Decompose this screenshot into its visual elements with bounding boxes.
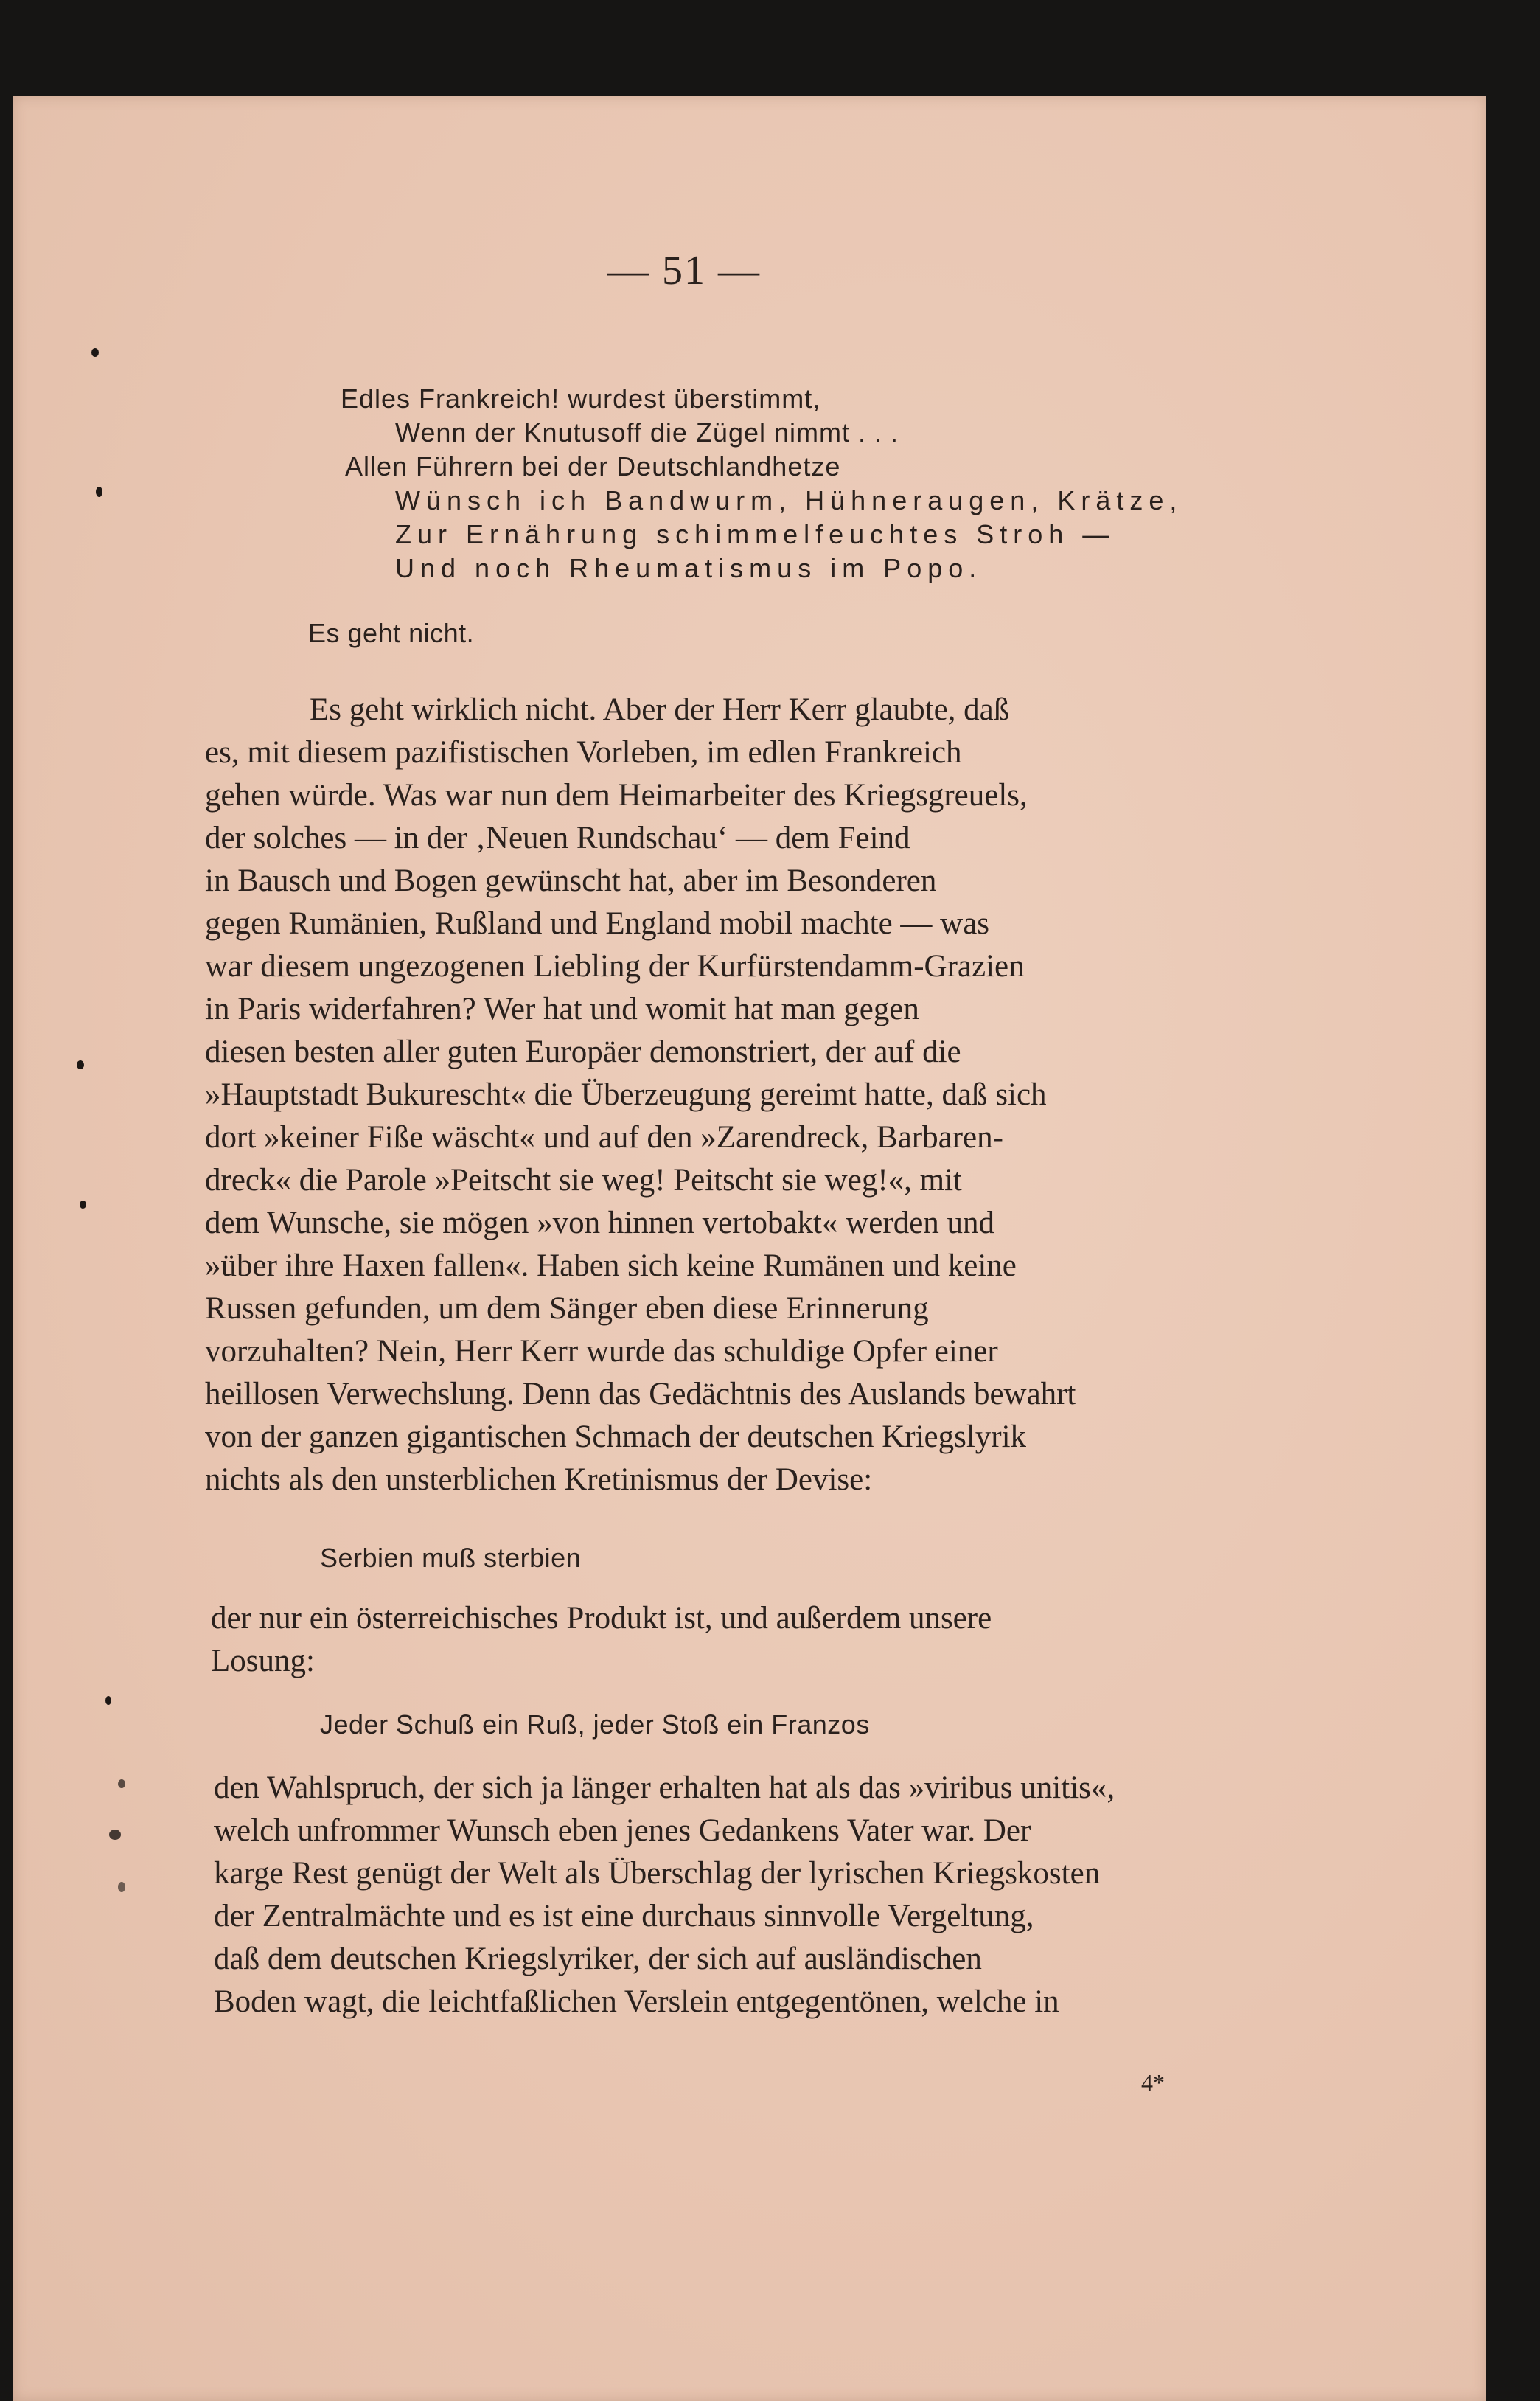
quote-jeder-schuss: Jeder Schuß ein Ruß, jeder Stoß ein Franzos (320, 1709, 870, 1740)
ink-speck (109, 1830, 121, 1840)
text-line: nichts als den unsterblichen Kretinismus der Devise: (205, 1462, 873, 1497)
text-line: dort »keiner Fiße wäscht« und auf den »Zarendreck, Barbaren- (205, 1120, 1003, 1155)
text-line: dreck« die Parole »Peitscht sie weg! Peitscht sie weg!«, mit (205, 1163, 962, 1198)
text-line: Es geht wirklich nicht. Aber der Herr Kerr glaubte, daß (310, 692, 1010, 727)
text-line: gegen Rumänien, Rußland und England mobil machte — was (205, 906, 990, 941)
text-line: vorzuhalten? Nein, Herr Kerr wurde das schuldige Opfer einer (205, 1334, 998, 1369)
text-line: Losung: (211, 1644, 315, 1678)
ink-speck (77, 1060, 84, 1069)
text-line: in Bausch und Bogen gewünscht hat, aber im Besonderen (205, 864, 937, 898)
verse-line: Edles Frankreich! wurdest überstimmt, (341, 383, 821, 414)
ink-speck (96, 487, 102, 497)
ink-speck (118, 1882, 125, 1892)
text-line: Russen gefunden, um dem Sänger eben diese Erinnerung (205, 1291, 929, 1326)
verse-line: Wünsch ich Bandwurm, Hühneraugen, Krätze, (395, 485, 1183, 515)
text-line: war diesem ungezogenen Liebling der Kurfürstendamm-Grazien (205, 949, 1025, 984)
text-line: der nur ein österreichisches Produkt ist, und außerdem unsere (211, 1601, 992, 1636)
text-line: diesen besten aller guten Europäer demonstriert, der auf die (205, 1035, 961, 1069)
ink-speck (118, 1779, 125, 1788)
text-line: es, mit diesem pazifistischen Vorleben, im edlen Frankreich (205, 735, 962, 770)
ink-speck (105, 1696, 111, 1705)
text-line: der Zentralmächte und es ist eine durchaus sinnvolle Vergeltung, (214, 1899, 1034, 1933)
signature-mark: 4* (1141, 2069, 1165, 2096)
ink-speck (91, 348, 99, 357)
text-line: daß dem deutschen Kriegslyriker, der sich auf ausländischen (214, 1942, 982, 1976)
text-line: dem Wunsche, sie mögen »von hinnen vertobakt« werden und (205, 1206, 995, 1240)
quote-serbien: Serbien muß sterbien (320, 1543, 582, 1573)
page-number: — 51 — (607, 248, 761, 293)
verse-line: Allen Führern bei der Deutschlandhetze (345, 451, 841, 482)
text-line: der solches — in der ‚Neuen Rundschau‘ — dem Feind (205, 821, 910, 855)
text-line: »über ihre Haxen fallen«. Haben sich keine Rumänen und keine (205, 1248, 1017, 1283)
text-line: von der ganzen gigantischen Schmach der deutschen Kriegslyrik (205, 1420, 1027, 1454)
text-line: in Paris widerfahren? Wer hat und womit hat man gegen (205, 992, 919, 1026)
text-line: welch unfrommer Wunsch eben jenes Gedankens Vater war. Der (214, 1813, 1031, 1848)
text-line: den Wahlspruch, der sich ja länger erhalten hat als das »viribus unitis«, (214, 1771, 1115, 1805)
text-line: Boden wagt, die leichtfaßlichen Verslein entgegentönen, welche in (214, 1984, 1059, 2019)
short-line: Es geht nicht. (308, 618, 475, 648)
text-line: »Hauptstadt Bukurescht« die Überzeugung gereimt hatte, daß sich (205, 1077, 1047, 1112)
verse-line: Zur Ernährung schimmelfeuchtes Stroh — (395, 519, 1115, 549)
verse-line: Wenn der Knutusoff die Zügel nimmt . . . (395, 417, 899, 448)
verse-line: Und noch Rheumatismus im Popo. (395, 553, 983, 583)
text-line: heillosen Verwechslung. Denn das Gedächtnis des Auslands bewahrt (205, 1377, 1076, 1411)
text-line: karge Rest genügt der Welt als Überschlag der lyrischen Kriegskosten (214, 1856, 1101, 1891)
text-line: gehen würde. Was war nun dem Heimarbeiter des Kriegsgreuels, (205, 778, 1028, 813)
ink-speck (80, 1200, 86, 1209)
